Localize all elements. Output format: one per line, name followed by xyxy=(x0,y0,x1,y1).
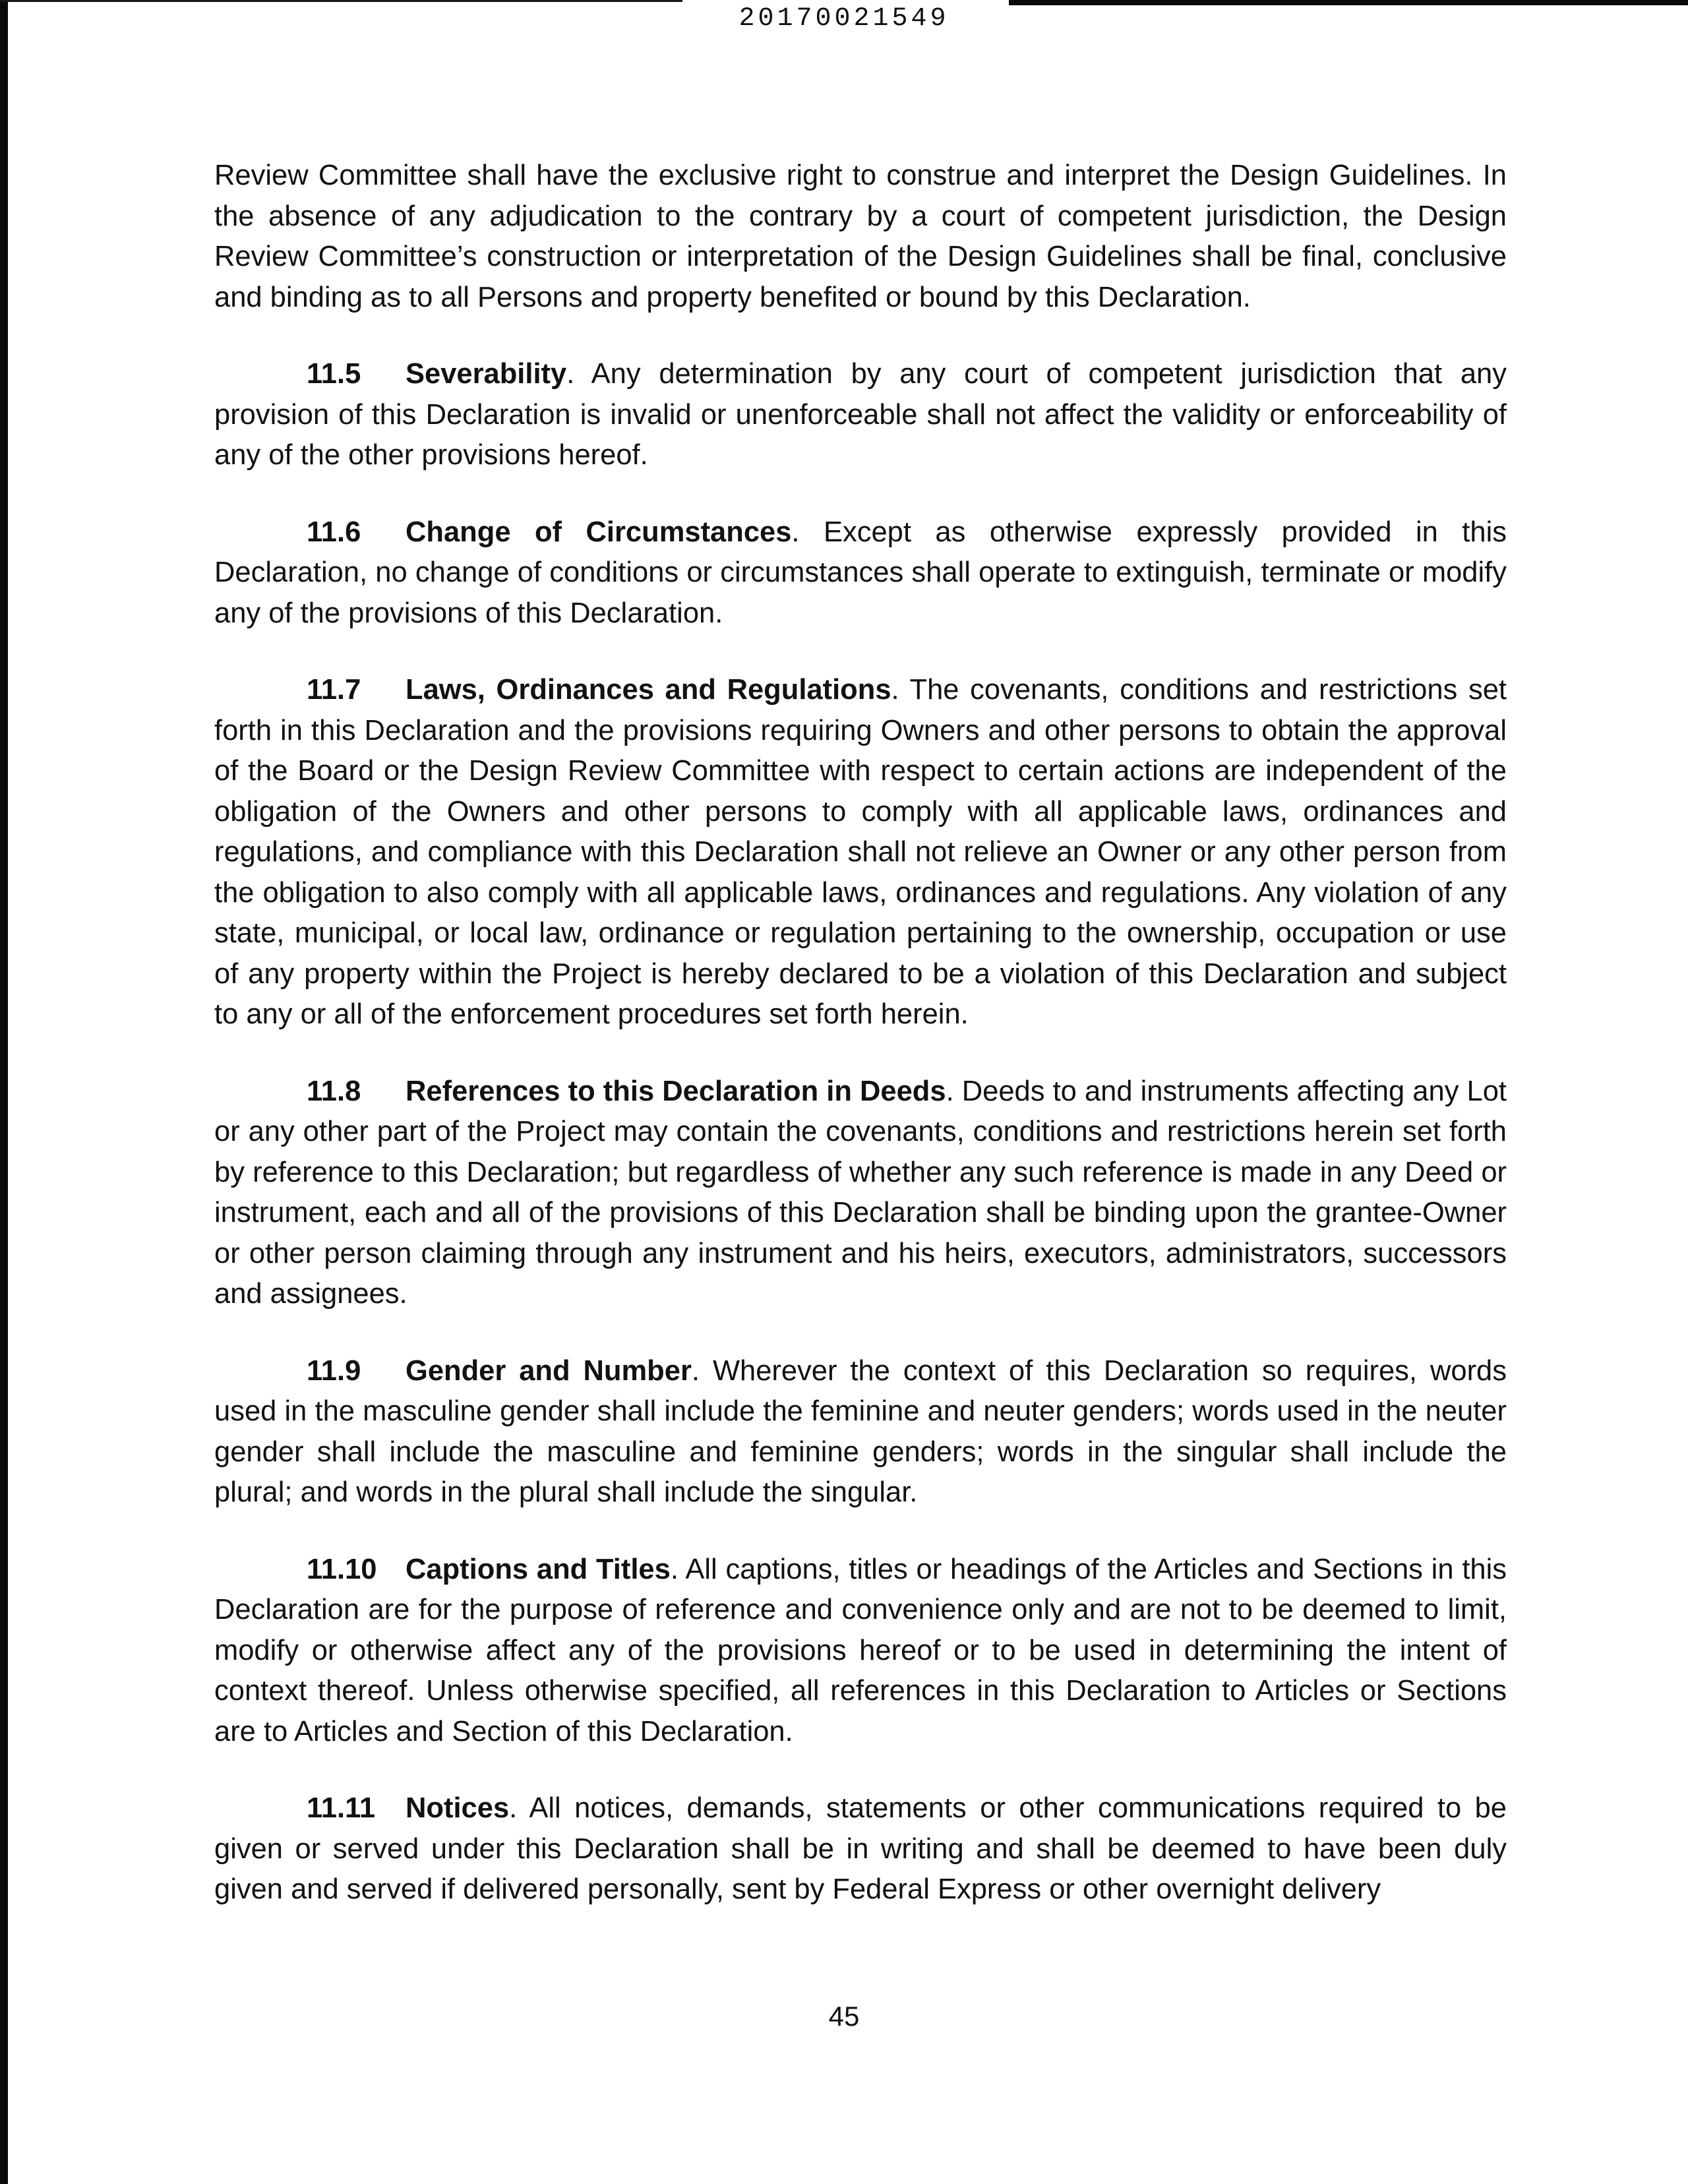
section-text: The covenants, conditions and restrictions set forth in this Declaration and the provisions requiring Owners and other persons to obtain the approval of the Board or the Design Review Committee with respect to certain actions are independent of the obligation of the Owners and other persons to comply with all applicable laws, ordinances and regulations, and compliance with this Declaration shall not relieve an Owner or any other person from the obligation to also comply with all applicable laws, ordinances and regulations. Any violation of any state, municipal, or local law, ordinance or regulation pertaining to the ownership, occupation or use of any property within the Project is hereby declared to be a violation of this Declaration and subject to any or all of the enforcement procedures set forth herein. xyxy=(214,674,1507,1030)
document-number: 20170021549 xyxy=(738,4,950,34)
continuation-paragraph: Review Committee shall have the exclusive right to construe and interpret the Design Guidelines. In the absence of any adjudication to the contrary by a court of competent jurisdiction, the Design Review Committee’s construction or interpretation of the Design Guidelines shall be final, conclusive and binding as to all Persons and property benefited or bound by this Declaration. xyxy=(214,160,1507,313)
section-number: 11.7 xyxy=(307,674,361,706)
header-rule-left xyxy=(0,0,682,2)
section-11-9: 11.9 Gender and Number. Wherever the context of this Declaration so requires, words used in the masculine gender shall include the feminine and neuter genders; words used in the neuter gender shall include the masculine and feminine genders; words in the singular shall include the plural; and words in the plural shall include the singular. xyxy=(214,1351,1507,1513)
section-11-11: 11.11 Notices. All notices, demands, statements or other communications required to be given or served under this Declaration shall be in writing and shall be deemed to have been duly given and served if delivered personally, sent by Federal Express or other overnight delivery xyxy=(214,1788,1507,1910)
section-title: Notices xyxy=(406,1792,510,1824)
section-title: Change of Circumstances xyxy=(406,516,792,548)
section-number: 11.9 xyxy=(307,1354,361,1387)
section-text: Except as otherwise expressly provided in this Declaration, no change of conditions or circumstances shall operate to extinguish, terminate or modify any of the provisions of this Declaration. xyxy=(214,516,1507,629)
section-text: All notices, demands, statements or other communications required to be given or served under this Declaration shall be in writing and shall be deemed to have been duly given and served if delivered personally, sent by Federal Express or other overnight delivery xyxy=(214,1792,1507,1905)
section-number: 11.5 xyxy=(307,358,361,390)
section-number: 11.6 xyxy=(307,516,361,548)
section-11-8: 11.8 References to this Declaration in Deeds. Deeds to and instruments affecting any Lot or any other part of the Project may contain the covenants, conditions and restrictions herein set forth by reference to this Declaration; but regardless of whether any such reference is made in any Deed or instrument, each and all of the provisions of this Declaration shall be binding upon the grantee-Owner or other person claiming through any instrument and his heirs, executors, administrators, successors and assignees. xyxy=(214,1072,1507,1315)
section-title: Gender and Number xyxy=(406,1354,692,1387)
section-text: Deeds to and instruments affecting any Lot or any other part of the Project may contain the covenants, conditions and restrictions herein set forth by reference to this Declaration; but regardless of whether any such reference is made in any Deed or instrument, each and all of the provisions of this Declaration shall be binding upon the grantee-Owner or other person claiming through any instrument and his heirs, executors, administrators, successors and assignees. xyxy=(214,1075,1507,1310)
section-number: 11.8 xyxy=(307,1075,361,1107)
section-text: All captions, titles or headings of the Articles and Sections in this Declaration are for the purpose of reference and convenience only and are not to be deemed to limit, modify or otherwise affect any of the provisions hereof or to be used in determining the intent of context thereof. Unless otherwise specified, all references in this Declaration to Articles or Sections are to Articles and Section of this Declaration. xyxy=(214,1553,1507,1747)
section-text: Any determination by any court of competent jurisdiction that any provision of this Declaration is invalid or unenforceable shall not affect the validity or enforceability of any of the other provisions hereof. xyxy=(214,358,1507,471)
section-text: Wherever the context of this Declaration so requires, words used in the masculine gender shall include the feminine and neuter genders; words used in the neuter gender shall include the masculine and feminine genders; words in the singular shall include the plural; and words in the plural shall include the singular. xyxy=(214,1354,1507,1508)
section-title: Severability xyxy=(406,358,567,390)
section-title: References to this Declaration in Deeds xyxy=(406,1075,946,1107)
page-number: 45 xyxy=(828,2001,860,2032)
section-11-5: 11.5 Severability. Any determination by any court of competent jurisdiction that any provision of this Declaration is invalid or unenforceable shall not affect the validity or enforceability of any of the other provisions hereof. xyxy=(214,354,1507,476)
document-body xyxy=(214,156,1507,1947)
section-11-10: 11.10 Captions and Titles. All captions, titles or headings of the Articles and Sections in this Declaration are for the purpose of reference and convenience only and are not to be deemed to limit, modify or otherwise affect any of the provisions hereof or to be used in determining the intent of context thereof. Unless otherwise specified, all references in this Declaration to Articles or Sections are to Articles and Section of this Declaration. xyxy=(214,1550,1507,1753)
section-number: 11.10 xyxy=(307,1553,377,1585)
section-title: Laws, Ordinances and Regulations xyxy=(406,674,891,706)
section-11-7: 11.7 Laws, Ordinances and Regulations. The covenants, conditions and restrictions set forth in this Declaration and the provisions requiring Owners and other persons to obtain the approval of the Board or the Design Review Committee with respect to certain actions are independent of the obligation of the Owners and other persons to comply with all applicable laws, ordinances and regulations, and compliance with this Declaration shall not relieve an Owner or any other person from the obligation to also comply with all applicable laws, ordinances and regulations. Any violation of any state, municipal, or local law, ordinance or regulation pertaining to the ownership, occupation or use of any property within the Project is hereby declared to be a violation of this Declaration and subject to any or all of the enforcement procedures set forth herein. xyxy=(214,670,1507,1035)
section-title: Captions and Titles xyxy=(406,1553,671,1585)
scan-edge-left xyxy=(0,0,8,2184)
section-11-6: 11.6 Change of Circumstances. Except as otherwise expressly provided in this Declaration, no change of conditions or circumstances shall operate to extinguish, terminate or modify any of the provisions of this Declaration. xyxy=(214,512,1507,634)
section-number: 11.11 xyxy=(307,1792,376,1824)
